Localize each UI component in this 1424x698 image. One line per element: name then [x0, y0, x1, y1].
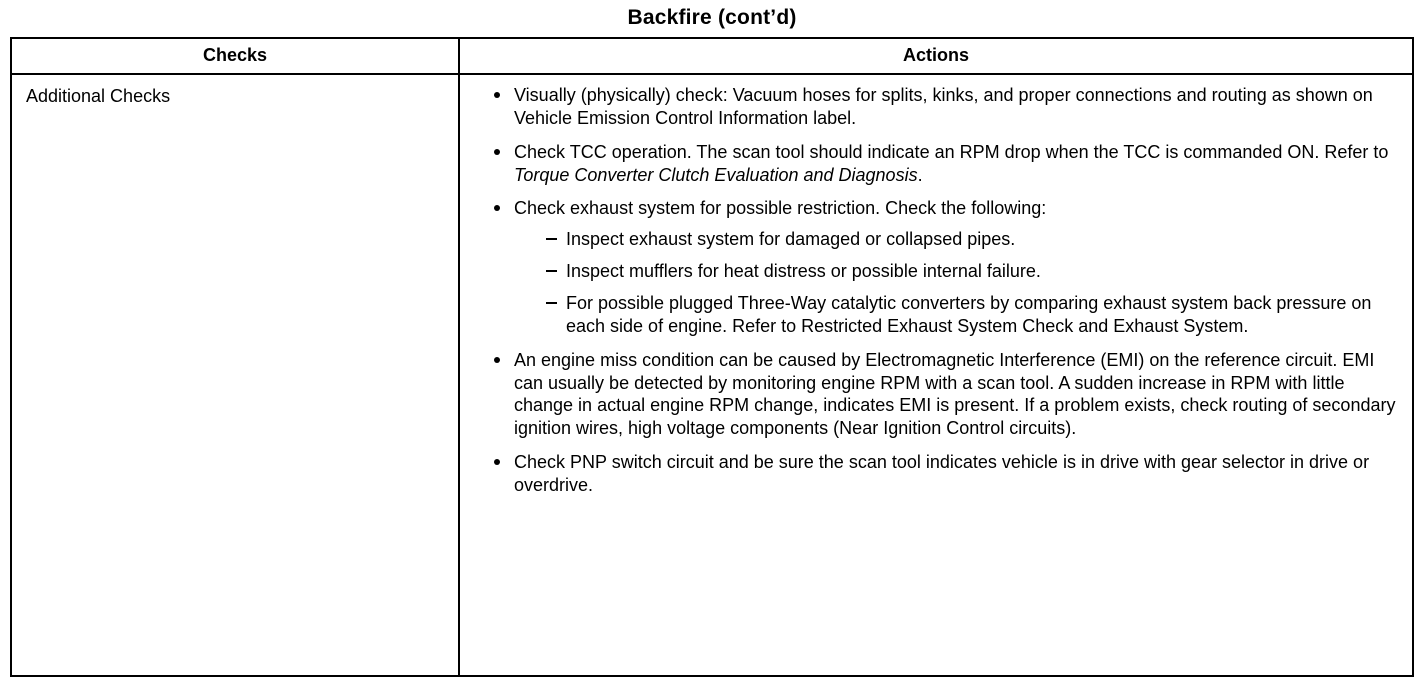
sub-list-item: [546, 292, 1398, 338]
list-item: [486, 84, 1398, 130]
list-item-text-italic: Torque Converter Clutch Evaluation and Diagnosis: [514, 164, 918, 185]
bullet-icon: [494, 205, 500, 211]
list-item-text: Check PNP switch circuit and be sure the scan tool indicates vehicle is in drive with gear selector in drive or overdrive.: [514, 452, 1370, 496]
list-item: [486, 451, 1398, 497]
bullet-icon: [494, 459, 500, 465]
checks-label: Additional Checks: [26, 86, 171, 106]
sub-list-item-text: Inspect exhaust system for damaged or collapsed pipes.: [566, 229, 1016, 250]
dash-icon: [546, 238, 557, 240]
dash-icon: [546, 270, 557, 272]
list-item-text: Visually (physically) check: Vacuum hoses for splits, kinks, and proper connections and routing as shown on Vehicle Emission Control Information label.: [514, 85, 1373, 128]
list-item-text-after: .: [917, 164, 923, 185]
diagnostic-table: [10, 37, 1414, 677]
list-item-text: An engine miss condition can be caused by Electromagnetic Interference (EMI) on the reference circuit. EMI can usually be detected by monitoring engine RPM with a scan tool. A sudden increase in RPM with little change in actual engine RPM change, indicates EMI is present. If a problem exists, check routing of secondary ignition wires, high voltage components (Near Ignition Control circuits).: [514, 349, 1396, 439]
column-header-checks: Checks: [12, 39, 460, 73]
column-header-actions: Actions: [902, 45, 969, 65]
list-item: [486, 197, 1398, 337]
table-row: [12, 75, 1412, 675]
sub-list-item: [546, 260, 1398, 283]
bullet-icon: [494, 149, 500, 155]
sub-list-item-text: Inspect mufflers for heat distress or possible internal failure.: [566, 261, 1041, 282]
list-item: [486, 349, 1398, 440]
cell-actions: [460, 75, 1412, 675]
list-item-text: Check exhaust system for possible restriction. Check the following:: [514, 198, 1047, 219]
bullet-icon: [494, 92, 500, 98]
sub-list: [514, 228, 1398, 337]
sub-list-item: [546, 228, 1398, 251]
sub-list-item-text: For possible plugged Three-Way catalytic converters by comparing exhaust system back pressure on each side of engine. Refer to Restricted Exhaust System Check and Exhaust System.: [566, 293, 1372, 336]
cell-checks: [12, 75, 460, 675]
actions-list: [486, 84, 1398, 497]
dash-icon: [546, 302, 557, 304]
bullet-icon: [494, 357, 500, 363]
table-header-row: [12, 39, 1412, 75]
page-title: Backfire (cont’d): [627, 6, 797, 29]
list-item-text-before: Check TCC operation. The scan tool should indicate an RPM drop when the TCC is commanded ON. Refer to: [514, 141, 1389, 162]
list-item: [486, 141, 1398, 187]
